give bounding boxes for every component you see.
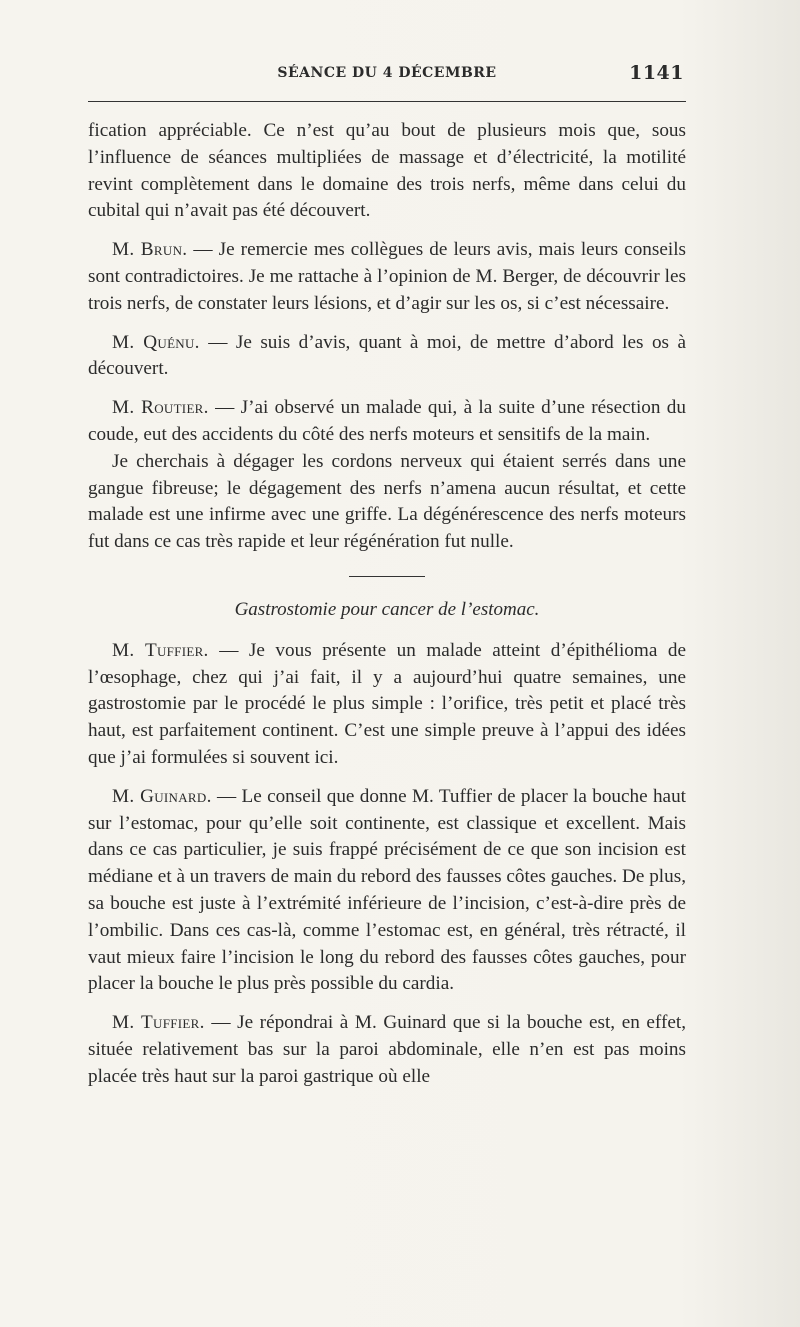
speaker-name: M. Routier. — [112, 397, 209, 419]
paragraph-routier-continued: Je cherchais à dégager les cordons nerveux qui étaient serrés dans une gangue fibreuse; le dégagement des nerfs n’amena aucun résultat, et cette malade est une infirme avec une griffe. La dégénérescence des nerfs moteurs fut dans ce cas très rapide et leur régénération fut nulle. — [88, 450, 686, 553]
running-title: SÉANCE DU 4 DÉCEMBRE — [277, 65, 497, 81]
speaker-name: M. Tuffier. — [112, 639, 209, 661]
speaker-name: M. Guinard. — [112, 785, 212, 807]
paragraph-text: — Je remercie mes collègues de leurs avis, mais leurs conseils sont contradictoires. Je me rattache à l’opinion de M. Berger, de découvrir les trois nerfs, de constater leurs lésions, et d’agir sur les os, si c’est nécessaire. — [88, 239, 686, 314]
paragraph-text: — Le conseil que donne M. Tuffier de placer la bouche haut sur l’estomac, pour qu’elle soit continente, est classique et excellent. Mais dans ce cas particulier, je suis frappé précisément de ce que son incision est médiane et à un travers de main du rebord des fausses côtes gauches. De plus, sa bouche est juste à l’extrémité inférieure de l’incision, c’est-à-dire près de l’ombilic. Dans ces cas-là, comme l’estomac est, en général, très rétracté, il vaut mieux faire l’incision le long du rebord des fausses côtes gauches, pour placer la bouche le plus près possible du cardia. — [88, 785, 686, 995]
page-number: 1141 — [629, 62, 684, 84]
paragraph-routier — [88, 395, 686, 449]
page-header — [88, 62, 686, 86]
speaker-name: M. Quénu. — [112, 331, 200, 353]
speaker-name: M. Brun. — [112, 239, 188, 261]
paragraph-guinard — [88, 784, 686, 998]
paragraph-text: — Je vous présente un malade atteint d’épithélioma de l’œsophage, chez qui j’ai fait, il y a aujourd’hui quatre semaines, une gastrostomie par le procédé le plus simple : l’orifice, très petit et placé très haut, est parfaitement continent. C’est une simple preuve à l’appui des idées que j’ai formulées si souvent ici. — [88, 639, 686, 768]
paragraph-tuffier-reply — [88, 1010, 686, 1090]
speaker-name: M. Tuffier. — [112, 1012, 205, 1034]
paragraph-tuffier — [88, 638, 686, 772]
header-rule — [88, 101, 686, 102]
paragraph-quenu — [88, 330, 686, 384]
paragraph-text: — J’ai observé un malade qui, à la suite d’une résection du coude, eut des accidents du côté des nerfs moteurs et sensitifs de la main. — [88, 397, 686, 445]
page-body — [88, 118, 686, 1091]
paragraph-brun — [88, 237, 686, 317]
section-separator — [349, 576, 425, 577]
paragraph-continuation: fication appréciable. Ce n’est qu’au bout de plusieurs mois que, sous l’influence de séances multipliées de massage et d’électricité, la motilité revint complètement dans le domaine des trois nerfs, même dans celui du cubital qui n’avait pas été découvert. — [88, 120, 686, 222]
paragraph-text: — Je suis d’avis, quant à moi, de mettre d’abord les os à découvert. — [88, 331, 686, 380]
paragraph-text: — Je répondrai à M. Guinard que si la bouche est, en effet, située relativement bas sur la paroi abdominale, elle n’en est pas moins placée très haut sur la paroi gastrique où elle — [88, 1012, 686, 1087]
section-title: Gastrostomie pour cancer de l’estomac. — [234, 598, 540, 620]
